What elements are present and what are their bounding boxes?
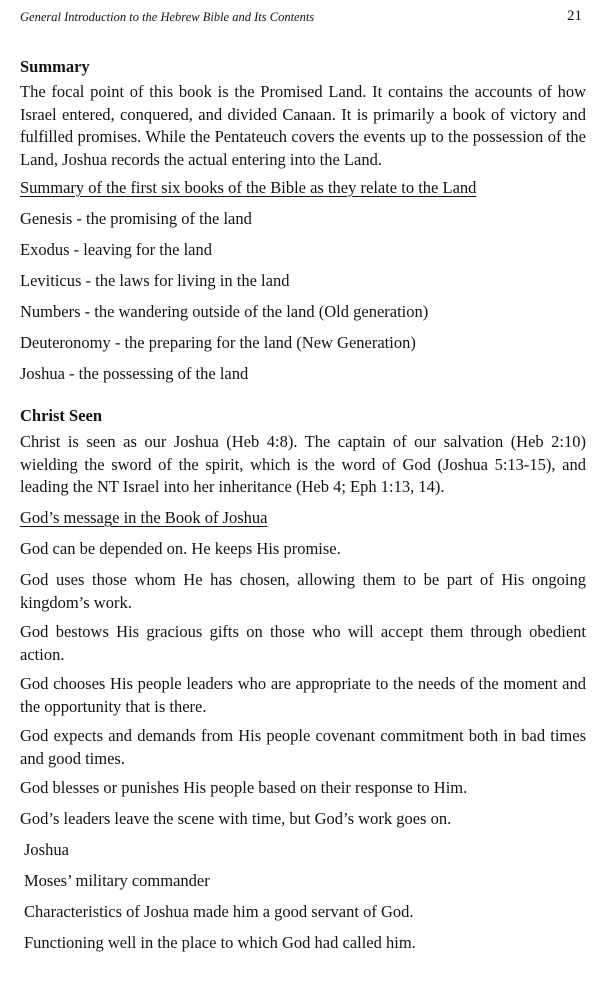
- joshua-line: Functioning well in the place to which God had called him.: [24, 933, 416, 952]
- christ-seen-paragraph: Christ is seen as our Joshua (Heb 4:8). The captain of our salvation (Heb 2:10) wielding the sword of the spirit, which is the word of God (Joshua 5:13-15), and leading the NT Israel into her inheritance (Heb 4; Eph 1:13, 14).: [20, 432, 586, 496]
- summary-paragraph: The focal point of this book is the Promised Land. It contains the accounts of how Israel entered, conquered, and divided Canaan. It is primarily a book of victory and fulfilled promises. While the Pentateuch covers the events up to the possession of the Land, Joshua records the actual entering into the Land.: [20, 82, 586, 169]
- message-item: God uses those whom He has chosen, allowing them to be part of His ongoing kingdom’s work.: [20, 570, 586, 612]
- message-item: God bestows His gracious gifts on those who will accept them through obedient action.: [20, 622, 586, 664]
- book-item-deuteronomy: Deuteronomy - the preparing for the land (New Generation): [20, 333, 416, 352]
- book-item-genesis: Genesis - the promising of the land: [20, 209, 252, 228]
- joshua-line: Characteristics of Joshua made him a good servant of God.: [24, 902, 414, 921]
- message-item: God chooses His people leaders who are appropriate to the needs of the moment and the opportunity that is there.: [20, 674, 586, 716]
- book-item-leviticus: Leviticus - the laws for living in the land: [20, 271, 290, 290]
- message-item: God’s leaders leave the scene with time, but God’s work goes on.: [20, 809, 452, 828]
- page-number: 21: [567, 8, 582, 24]
- joshua-line: Moses’ military commander: [24, 871, 210, 890]
- joshua-line: Joshua: [24, 840, 69, 859]
- message-item: God blesses or punishes His people based on their response to Him.: [20, 778, 468, 797]
- book-item-joshua: Joshua - the possessing of the land: [20, 364, 249, 383]
- summary-heading: Summary: [20, 57, 90, 76]
- running-head: General Introduction to the Hebrew Bible and Its Contents: [20, 10, 315, 24]
- books-subheading: Summary of the first six books of the Bible as they relate to the Land: [20, 178, 477, 197]
- message-item: God can be depended on. He keeps His promise.: [20, 539, 341, 558]
- book-item-numbers: Numbers - the wandering outside of the land (Old generation): [20, 302, 429, 321]
- book-item-exodus: Exodus - leaving for the land: [20, 240, 212, 259]
- christ-seen-heading: Christ Seen: [20, 406, 103, 425]
- message-subheading: God’s message in the Book of Joshua: [20, 508, 268, 527]
- message-item: God expects and demands from His people covenant commitment both in bad times and good times.: [20, 726, 586, 768]
